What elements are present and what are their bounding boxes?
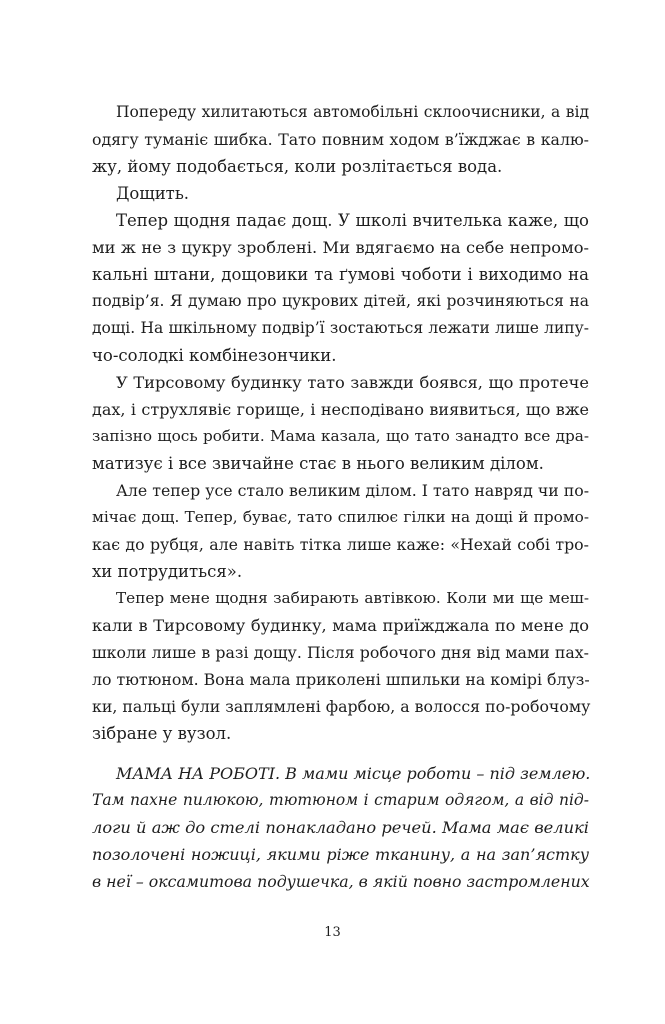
text-line: матизує і все звичайне стає в нього великим ділом. <box>92 454 544 473</box>
text-line: Але тепер усе стало великим ділом. І тато навряд чи по- <box>116 481 590 500</box>
text-line: кає до рубця, але навіть тітка лише каже: «Нехай собі тро- <box>92 535 589 554</box>
text-line: запізно щось робити. Мама казала, що тато занадто все дра- <box>92 427 589 445</box>
italic-text-line: в неї – оксамитова подушечка, в якій повно застромлених <box>92 872 590 891</box>
text-line: ми ж не з цукру зроблені. Ми вдягаємо на себе непромо- <box>92 238 589 257</box>
text-line: дах, і струхлявіє горище, і несподівано виявиться, що вже <box>92 400 589 419</box>
text-line: жу, йому подобається, коли розлітається вода. <box>92 157 503 176</box>
text-line: хи потрудиться». <box>92 562 243 581</box>
text-line: Тепер щодня падає дощ. У школі вчителька каже, що <box>116 211 589 230</box>
text-line: чо-солодкі комбінезончики. <box>92 346 337 365</box>
text-line: Дощить. <box>116 184 190 203</box>
text-line: мічає дощ. Тепер, буває, тато спилює гілки на дощі й промо- <box>92 508 589 526</box>
text-line: Тепер мене щодня забирають автівкою. Коли ми ще меш- <box>116 589 589 607</box>
page-number: 13 <box>324 925 341 940</box>
text-line: ло тютюном. Вона мала приколені шпильки на комірі блуз- <box>92 670 590 689</box>
text-line: зібране у вузол. <box>92 724 232 743</box>
italic-text-line: Там пахне пилюкою, тютюном і старим одягом, а від під- <box>92 791 589 809</box>
text-line: одягу туманіє шибка. Тато повним ходом в’їжджає в калю- <box>92 130 589 149</box>
text-line: подвір’я. Я думаю про цукрових дітей, які розчиняються на <box>92 292 589 310</box>
text-line: дощі. На шкільному подвір’ї зостаються лежати лише липу- <box>92 319 589 337</box>
text-line: кали в Тирсовому будинку, мама приїжджала по мене до <box>92 616 589 635</box>
italic-text-line: логи й аж до стелі понакладано речей. Мама має великі <box>92 818 589 837</box>
italic-text-line: позолочені ножиці, якими ріже тканину, а на зап’ястку <box>92 845 589 864</box>
text-line: Попереду хилитаються автомобільні склоочисники, а від <box>116 103 589 121</box>
italic-text-line: МАМА НА РОБОТІ. В мами місце роботи – під землею. <box>116 764 591 783</box>
text-line: У Тирсовому будинку тато завжди боявся, що протече <box>116 373 589 392</box>
text-line: кальні штани, дощовики та ґумові чоботи і виходимо на <box>92 265 589 284</box>
text-line: ки, пальці були заплямлені фарбою, а волосся по-робочому <box>92 697 591 716</box>
text-line: школи лише в разі дощу. Після робочого дня від мами пах- <box>92 643 589 662</box>
